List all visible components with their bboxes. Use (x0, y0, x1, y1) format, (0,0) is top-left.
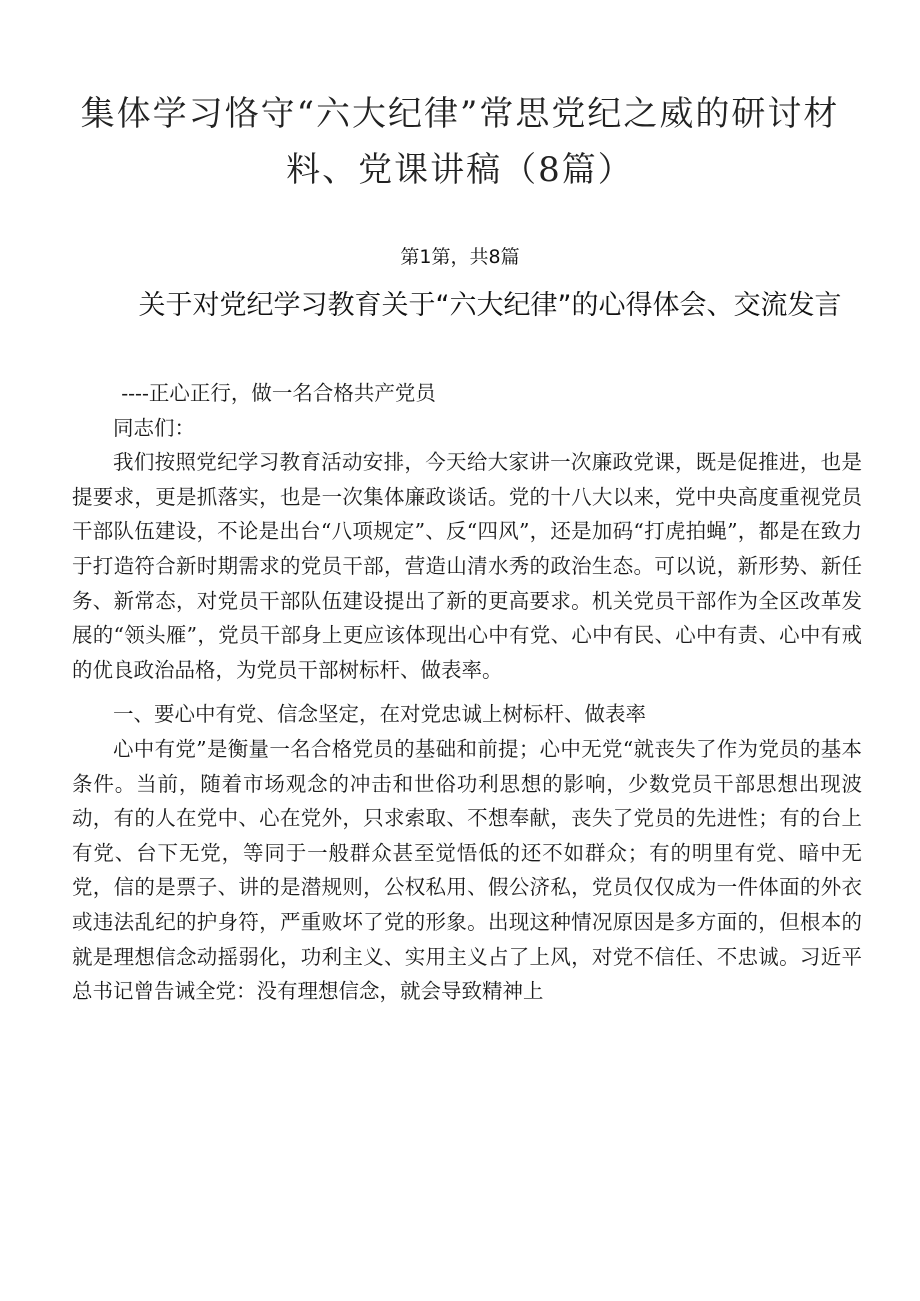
part-label: 第1第，共8篇 (400, 246, 520, 268)
body-text (72, 376, 862, 1009)
paragraph: 心中有党”是衡量一名合格党员的基础和前提；心中无党“就丧失了作为党员的基本条件。当前，随着市场观念的冲击和世俗功利思想的影响，少数党员干部思想出现波动，有的人在党中、心在党外，只求索取、不想奉献，丧失了党员的先进性；有的台上有党、台下无党，等同于一般群众甚至觉悟低的还不如群众；有的明里有党、暗中无党，信的是票子、讲的是潜规则，公权私用、假公济私，党员仅仅成为一件体面的外衣或违法乱纪的护身符，严重败坏了党的形象。出现这种情况原因是多方面的，但根本的就是理想信念动摇弱化，功利主义、实用主义占了上风，对党不信任、不忠诚。习近平总书记曾告诫全党：没有理想信念，就会导致精神上 (72, 736, 862, 1004)
heading-paragraph: 一、要心中有党、信念坚定，在对党忠诚上树标杆、做表率 (113, 702, 646, 727)
subtitle: ----正心正行，做一名合格共产党员 (121, 381, 436, 405)
salutation: 同志们： (113, 415, 195, 440)
section-title: 关于对党纪学习教育关于“六大纪律”的心得体会、交流发言 (138, 290, 842, 321)
document-title: 集体学习恪守“六大纪律”常思党纪之威的研讨材料、党课讲稿（8篇） (80, 94, 840, 190)
paragraph: 我们按照党纪学习教育活动安排，今天给大家讲一次廉政党课，既是促推进，也是提要求，更是抓落实，也是一次集体廉政谈话。党的十八大以来，党中央高度重视党员干部队伍建设，不论是出台“八项规定”、反“四风”，还是加码“打虎拍蝇”，都是在致力于打造符合新时期需求的党员干部，营造山清水秀的政治生态。可以说，新形势、新任务、新常态，对党员干部队伍建设提出了新的更高要求。机关党员干部作为全区改革发展的“领头雁”，党员干部身上更应该体现出心中有党、心中有民、心中有责、心中有戒的优良政治品格，为党员干部树标杆、做表率。 (72, 450, 862, 682)
